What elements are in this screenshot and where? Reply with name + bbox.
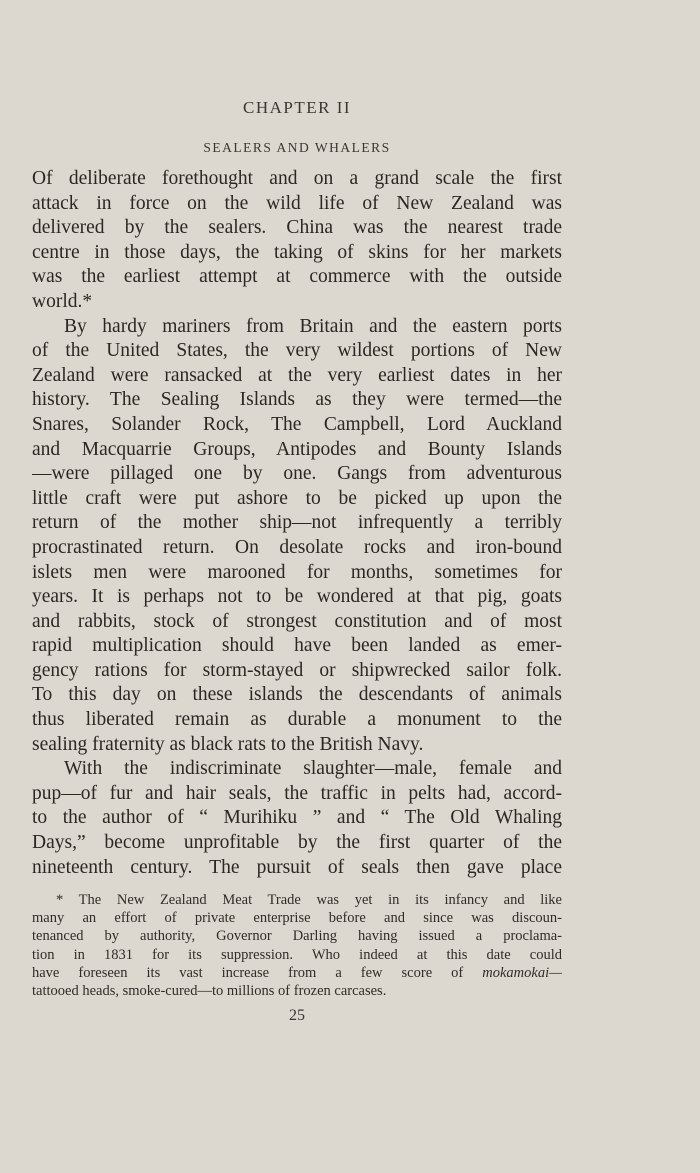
text-line: years. It is perhaps not to be wondered at that pig, goats — [32, 586, 562, 608]
text-line: little craft were put ashore to be picked up upon the — [32, 487, 562, 509]
text-line: and rabbits, stock of strongest constitution and of most — [32, 610, 562, 632]
body-text — [32, 167, 562, 880]
text-line: gency rations for storm-stayed or shipwrecked sailor folk. — [32, 659, 562, 681]
text-line: was the earliest attempt at commerce with the outside — [32, 266, 562, 288]
text-line: Snares, Solander Rock, The Campbell, Lord Auckland — [32, 413, 562, 435]
text-line: pup—of fur and hair seals, the traffic in pelts had, accord- — [32, 782, 562, 804]
text-line: of the United States, the very wildest portions of New — [32, 340, 562, 362]
text-line: sealing fraternity as black rats to the British Navy. — [32, 733, 424, 755]
text-line: With the indiscriminate slaughter—male, female and — [64, 758, 562, 780]
text-line: and Macquarrie Groups, Antipodes and Bounty Islands — [32, 438, 562, 460]
footnote-line: tenanced by authority, Governor Darling having issued a proclama- — [32, 928, 562, 945]
paragraph-3 — [32, 757, 562, 880]
footnote-line: tattooed heads, smoke-cured—to millions of frozen carcases. — [32, 983, 387, 1000]
footnote-line: * The New Zealand Meat Trade was yet in its infancy and like — [56, 892, 562, 908]
text-line: return of the mother ship—not infrequently a terribly — [32, 512, 562, 534]
text-line: to the author of “ Murihiku ” and “ The Old Whaling — [32, 807, 562, 829]
text-line: world.* — [32, 290, 93, 312]
text-line: islets men were marooned for months, sometimes for — [32, 561, 562, 583]
chapter-heading: CHAPTER II — [242, 98, 352, 117]
footnote-line-with-italic — [32, 964, 562, 982]
footnote-line-text: have foreseen its vast increase from a few score of — [32, 964, 483, 981]
text-line: thus liberated remain as durable a monument to the — [32, 709, 562, 731]
page-number: 25 — [289, 1007, 305, 1024]
text-line: nineteenth century. The pursuit of seals then gave place — [32, 856, 562, 878]
text-line: delivered by the sealers. China was the nearest trade — [32, 217, 562, 239]
text-line: centre in those days, the taking of skins for her markets — [32, 241, 562, 263]
footnote-italic-word: mokamokai— — [482, 964, 562, 981]
text-line: Days,” become unprofitable by the first quarter of the — [32, 832, 562, 854]
footnote-line: tion in 1831 for its suppression. Who indeed at this date could — [32, 946, 562, 963]
paragraph-1 — [32, 167, 562, 315]
text-line: By hardy mariners from Britain and the eastern ports — [64, 315, 562, 337]
footnote-line: many an effort of private enterprise before and since was discoun- — [32, 910, 562, 927]
footnote — [32, 891, 562, 1000]
text-line: attack in force on the wild life of New Zealand was — [32, 192, 562, 214]
text-line: history. The Sealing Islands as they were termed—the — [32, 389, 562, 411]
book-page — [32, 0, 562, 1173]
text-line: To this day on these islands the descendants of animals — [32, 684, 562, 706]
chapter-title: SEALERS AND WHALERS — [203, 140, 391, 155]
text-line: procrastinated return. On desolate rocks and iron-bound — [32, 536, 562, 558]
text-line: —were pillaged one by one. Gangs from adventurous — [32, 463, 562, 485]
text-line: Of deliberate forethought and on a grand scale the first — [32, 168, 562, 189]
text-line: Zealand were ransacked at the very earliest dates in her — [32, 364, 562, 386]
text-line: rapid multiplication should have been landed as emer- — [32, 635, 562, 657]
paragraph-2 — [32, 315, 562, 758]
